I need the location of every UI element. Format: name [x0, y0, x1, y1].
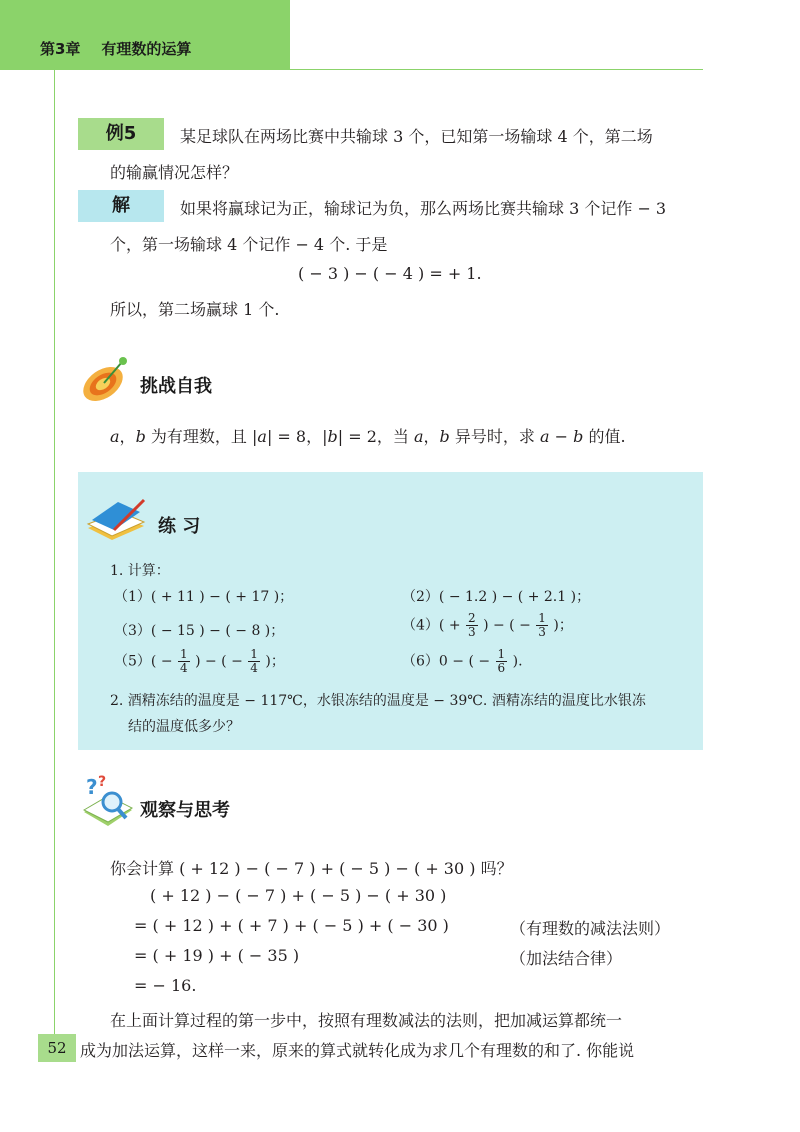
- practice-item-6: （6）0 − ( − $\frac{1}{6}$ ).: [402, 647, 523, 675]
- practice-title: 练 习: [158, 516, 201, 537]
- solution-tag: 解: [78, 190, 164, 222]
- example-line-1: 某足球队在两场比赛中共输球 3 个，已知第一场输球 4 个，第二场: [180, 127, 653, 146]
- observe-title: 观察与思考: [140, 800, 230, 821]
- fraction: $\frac{1}{6}$: [497, 647, 506, 675]
- observe-step-2: = ( + 19 ) + ( − 35 ): [134, 946, 300, 965]
- svg-text:?: ?: [98, 774, 107, 790]
- svg-text:?: ?: [86, 775, 98, 799]
- target-icon: [76, 350, 134, 410]
- practice-q1-label: 1. 计算：: [110, 563, 170, 579]
- observe-step-3: = − 16.: [134, 976, 197, 995]
- chapter-title: 第3章 有理数的运算: [40, 40, 192, 58]
- page-number: 52: [38, 1034, 76, 1062]
- chapter-header-band: [0, 0, 290, 70]
- fraction: $\frac{1}{3}$: [538, 611, 546, 639]
- practice-q2-line-1: 2. 酒精冻结的温度是 − 117℃，水银冻结的温度是 − 39℃. 酒精冻结的温度比水银冻: [110, 693, 646, 709]
- margin-divider: [54, 70, 55, 1040]
- practice-item-5: （5）( − $\frac{1}{4}$ ) − ( − $\frac{1}{4}$ )；: [114, 647, 285, 675]
- observe-step-2-note: （加法结合律）: [510, 949, 623, 968]
- observe-paragraph-line-1: 在上面计算过程的第一步中，按照有理数减法的法则，把加减运算都统一: [110, 1011, 623, 1030]
- example-line-2: 的输赢情况怎样？: [110, 163, 239, 182]
- observe-step-1: = ( + 12 ) + ( + 7 ) + ( − 5 ) + ( − 30 ): [134, 916, 449, 935]
- solution-line-1: 如果将赢球记为正，输球记为负，那么两场比赛共输球 3 个记作 − 3: [180, 199, 667, 218]
- observe-paragraph-line-2: 成为加法运算，这样一来，原来的算式就转化成为求几个有理数的和了. 你能说: [80, 1041, 635, 1060]
- fraction: $\frac{2}{3}$: [468, 611, 476, 639]
- header-divider: [0, 69, 703, 70]
- observe-step-1-note: （有理数的减法法则）: [510, 919, 671, 938]
- challenge-title: 挑战自我: [140, 376, 212, 397]
- practice-item-1: （1）( + 11 ) − ( + 17 )；: [114, 589, 294, 605]
- fraction: $\frac{1}{4}$: [180, 647, 188, 675]
- solution-equation: ( − 3 ) − ( − 4 ) = + 1.: [298, 264, 482, 283]
- magnifier-question-icon: [78, 772, 136, 830]
- fraction: $\frac{1}{4}$: [250, 647, 258, 675]
- observe-step-0: ( + 12 ) − ( − 7 ) + ( − 5 ) − ( + 30 ): [150, 886, 447, 905]
- practice-item-4: （4）( + $\frac{2}{3}$ ) − ( − $\frac{1}{3}$ )；: [402, 611, 573, 639]
- challenge-problem: a，b 为有理数，且 |a| = 8，|b| = 2，当 a，b 异号时，求 a − b 的值.: [110, 427, 626, 446]
- practice-item-3: （3）( − 15 ) − ( − 8 )；: [114, 623, 285, 639]
- practice-item-2: （2）( − 1.2 ) − ( + 2.1 )；: [402, 589, 591, 605]
- solution-conclusion: 所以，第二场赢球 1 个.: [110, 300, 280, 319]
- book-pencil-icon: [84, 494, 150, 542]
- example-tag: 例5: [78, 118, 164, 150]
- observe-question: 你会计算 ( + 12 ) − ( − 7 ) + ( − 5 ) − ( + 30 ) 吗？: [110, 859, 513, 878]
- solution-line-2: 个，第一场输球 4 个记作 − 4 个. 于是: [110, 235, 388, 254]
- practice-q2-line-2: 结的温度低多少？: [128, 719, 240, 735]
